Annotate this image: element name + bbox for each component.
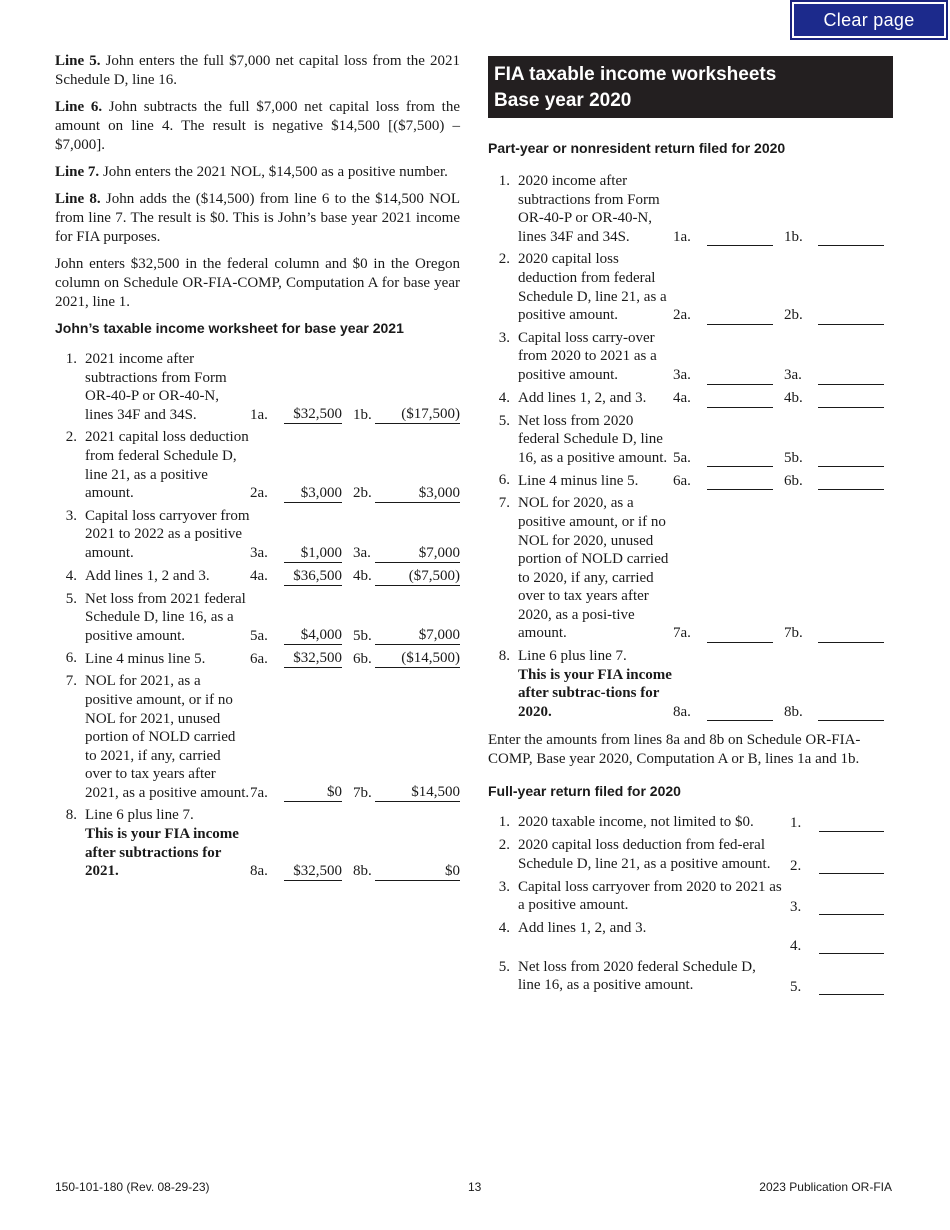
line-number: 5. — [498, 958, 510, 975]
worksheet-row — [488, 250, 893, 328]
worksheet-row — [488, 172, 893, 250]
worksheet-row — [488, 813, 893, 836]
paragraph-lead: Line 5. — [55, 53, 101, 69]
worksheet-row — [488, 878, 893, 919]
oregon-amount-cell — [375, 590, 460, 650]
oregon-label: 4b. — [784, 389, 803, 406]
worksheet-row — [55, 567, 460, 590]
publication-name: 2023 Publication OR-FIA — [759, 1180, 892, 1194]
oregon-amount: ($17,500) — [375, 405, 460, 424]
clear-page-label: Clear page — [794, 4, 944, 36]
amount-input[interactable] — [819, 896, 884, 915]
line-text: NOL for 2021, as a positive amount, or if no NOL for 2021, unused portion of NOLD carried to 2021, if any, carried over to tax years after 2021, as a positive amount. — [85, 673, 250, 801]
paragraph-lead: Line 8. — [55, 191, 101, 207]
oregon-field-cell — [818, 471, 893, 494]
line-description — [518, 389, 673, 412]
oregon-field-cell — [818, 389, 893, 412]
federal-field-cell — [707, 471, 773, 494]
line-text: Line 6 plus line 7. — [85, 807, 194, 824]
line-number: 8. — [65, 807, 77, 824]
oregon-label: 2b. — [353, 485, 372, 502]
oregon-input[interactable] — [818, 306, 884, 325]
line-number: 7. — [65, 673, 77, 690]
oregon-field-cell — [818, 494, 893, 647]
worksheet-row — [55, 590, 460, 650]
oregon-amount-cell — [375, 567, 460, 590]
federal-field-cell — [707, 250, 773, 328]
federal-input[interactable] — [707, 702, 773, 721]
full-year-title: Full-year return filed for 2020 — [488, 783, 681, 800]
worksheet-row — [488, 389, 893, 412]
federal-amount-cell — [284, 428, 342, 506]
federal-label: 6a. — [673, 472, 691, 489]
federal-label: 5a. — [250, 627, 268, 644]
federal-field-cell — [707, 647, 773, 725]
line-number: 7. — [498, 495, 510, 512]
worksheet-row — [55, 649, 460, 672]
line-description: Net loss from 2020 federal Schedule D, line 16, as a positive amount. — [518, 958, 756, 994]
explanation-paragraph — [55, 163, 460, 182]
federal-label: 1a. — [250, 406, 268, 423]
federal-amount-cell — [284, 507, 342, 567]
oregon-amount: $0 — [375, 862, 460, 881]
line-text-bold: This is your FIA income after subtrac-tions for 2020. — [518, 666, 672, 720]
oregon-label: 6b. — [784, 472, 803, 489]
worksheet-row — [488, 329, 893, 389]
oregon-amount-cell — [375, 428, 460, 506]
oregon-amount-cell — [375, 350, 460, 428]
oregon-label: 5b. — [784, 449, 803, 466]
oregon-input[interactable] — [818, 471, 884, 490]
federal-field-cell — [707, 412, 773, 472]
line-description — [518, 329, 673, 389]
line-number: 6. — [65, 650, 77, 667]
federal-input[interactable] — [707, 389, 773, 408]
line-text: 2020 capital loss deduction from federal Schedule D, line 21, as a positive amount. — [518, 251, 667, 324]
line-text: Capital loss carryover from 2021 to 2022 as a positive amount. — [85, 507, 250, 561]
line-description — [518, 471, 673, 494]
explanation-paragraph — [55, 98, 460, 155]
line-text: 2021 capital loss deduction from federal Schedule D, line 21, as a positive amount. — [85, 429, 249, 502]
part-year-worksheet — [488, 172, 893, 725]
line-number: 5. — [65, 590, 77, 607]
worksheet-row — [55, 428, 460, 506]
federal-field-cell — [707, 389, 773, 412]
oregon-input[interactable] — [818, 389, 884, 408]
oregon-field-cell — [818, 172, 893, 250]
oregon-input[interactable] — [818, 448, 884, 467]
federal-label: 1a. — [673, 228, 691, 245]
banner-title: FIA taxable income worksheets — [494, 64, 777, 85]
amount-field-cell — [819, 919, 893, 958]
oregon-amount-cell — [375, 507, 460, 567]
oregon-input[interactable] — [818, 702, 884, 721]
federal-label: 4a. — [673, 389, 691, 406]
oregon-label: 6b. — [353, 650, 372, 667]
federal-input[interactable] — [707, 624, 773, 643]
line-text: Line 4 minus line 5. — [518, 472, 639, 489]
line-text: Line 6 plus line 7. — [518, 648, 627, 665]
line-number: 8. — [498, 648, 510, 665]
paragraph-text: John enters the 2021 NOL, $14,500 as a positive number. — [99, 164, 448, 180]
line-label: 1. — [790, 814, 802, 831]
amount-field-cell — [819, 836, 893, 877]
right-column — [488, 56, 893, 999]
line-text: Capital loss carry-over from 2020 to 2021 as a positive amount. — [518, 329, 657, 383]
worksheet-banner — [488, 56, 893, 118]
federal-field-cell — [707, 172, 773, 250]
line-description: 2020 capital loss deduction from fed-eral Schedule D, line 21, as a positive amount. — [518, 837, 771, 873]
federal-label: 6a. — [250, 650, 268, 667]
line-description — [85, 672, 250, 806]
line-text: 2020 income after subtractions from Form OR-40-P or OR-40-N, lines 34F and 34S. — [518, 173, 660, 245]
oregon-label: 1b. — [784, 228, 803, 245]
worksheet-row — [55, 350, 460, 428]
worksheet-row — [55, 672, 460, 806]
paragraph-lead: Line 6. — [55, 99, 103, 115]
oregon-label: 3a. — [353, 544, 371, 561]
federal-label: 2a. — [250, 485, 268, 502]
line-number: 4. — [498, 389, 510, 406]
federal-label: 2a. — [673, 307, 691, 324]
line-number: 3. — [498, 878, 510, 895]
line-text-bold: This is your FIA income after subtractions for 2021. — [85, 826, 239, 880]
amount-input[interactable] — [819, 855, 884, 874]
oregon-amount: $7,000 — [375, 626, 460, 645]
amount-input[interactable] — [819, 935, 884, 954]
line-label: 4. — [790, 938, 802, 955]
line-text: Line 4 minus line 5. — [85, 650, 206, 667]
oregon-label: 8b. — [353, 863, 372, 880]
federal-input[interactable] — [707, 306, 773, 325]
oregon-field-cell — [818, 250, 893, 328]
oregon-field-cell — [818, 412, 893, 472]
federal-amount: $36,500 — [284, 567, 342, 586]
oregon-label: 1b. — [353, 406, 372, 423]
federal-label: 8a. — [673, 703, 691, 720]
worksheet-row — [488, 836, 893, 877]
federal-input[interactable] — [707, 448, 773, 467]
federal-amount: $32,500 — [284, 405, 342, 424]
line-description — [85, 428, 250, 506]
oregon-label: 8b. — [784, 703, 803, 720]
federal-amount: $32,500 — [284, 649, 342, 668]
line-text: Net loss from 2020 federal Schedule D, line 16, as a positive amount. — [518, 412, 668, 466]
line-description — [85, 590, 250, 650]
worksheet-row — [55, 806, 460, 884]
federal-input[interactable] — [707, 227, 773, 246]
oregon-field-cell — [818, 329, 893, 389]
amount-input[interactable] — [819, 976, 884, 995]
federal-amount-cell — [284, 567, 342, 590]
federal-field-cell — [707, 494, 773, 647]
line-text: Net loss from 2021 federal Schedule D, line 16, as a positive amount. — [85, 590, 246, 644]
full-year-worksheet — [488, 813, 893, 999]
federal-label: 8a. — [250, 863, 268, 880]
worksheet-row — [488, 958, 893, 999]
federal-amount: $1,000 — [284, 544, 342, 563]
amount-input[interactable] — [819, 813, 884, 832]
oregon-label: 7b. — [353, 784, 372, 801]
line-description — [518, 250, 673, 328]
line-description — [518, 647, 673, 725]
oregon-field-cell — [818, 647, 893, 725]
worksheet-row — [55, 507, 460, 567]
line-description — [518, 172, 673, 250]
federal-label: 3a. — [673, 366, 691, 383]
amount-field-cell — [819, 958, 893, 999]
oregon-input[interactable] — [818, 366, 884, 385]
worksheet-2021-table — [55, 350, 460, 885]
oregon-label: 7b. — [784, 625, 803, 642]
federal-input[interactable] — [707, 366, 773, 385]
oregon-label: 4b. — [353, 567, 372, 584]
line-description — [85, 806, 250, 884]
line-text: NOL for 2020, as a positive amount, or if no NOL for 2020, unused portion of NOLD carried to 2020, if any, carried over to tax years after 2020, as a posi-tive amount. — [518, 495, 669, 642]
paragraph-text: John enters $32,500 in the federal column and $0 in the Oregon column on Schedule OR-FIA-COMP, Computation A for base year 2021, line 1. — [55, 256, 460, 310]
paragraph-text: John enters the full $7,000 net capital loss from the 2021 Schedule D, line 16. — [55, 53, 460, 88]
line-description — [518, 412, 673, 472]
line-label: 2. — [790, 858, 802, 875]
oregon-label: 3a. — [784, 366, 802, 383]
line-number: 1. — [498, 814, 510, 831]
line-number: 3. — [498, 329, 510, 346]
explanation-paragraph — [55, 255, 460, 312]
federal-field-cell — [707, 329, 773, 389]
federal-amount-cell — [284, 672, 342, 806]
federal-amount: $32,500 — [284, 862, 342, 881]
left-column — [55, 52, 460, 885]
oregon-amount-cell — [375, 649, 460, 672]
oregon-amount: $14,500 — [375, 783, 460, 802]
line-number: 2. — [498, 837, 510, 854]
worksheet-row — [488, 471, 893, 494]
page-number: 13 — [468, 1180, 482, 1194]
line-label: 5. — [790, 979, 802, 996]
line-description: Capital loss carryover from 2020 to 2021 as a positive amount. — [518, 878, 782, 914]
worksheet-row — [488, 919, 893, 958]
line-description: 2020 taxable income, not limited to $0. — [518, 814, 754, 831]
federal-amount: $0 — [284, 783, 342, 802]
line-number: 4. — [498, 919, 510, 936]
federal-label: 7a. — [673, 625, 691, 642]
oregon-label: 5b. — [353, 627, 372, 644]
paragraph-lead: Line 7. — [55, 164, 100, 180]
oregon-amount: ($7,500) — [375, 567, 460, 586]
oregon-amount: ($14,500) — [375, 649, 460, 668]
amount-field-cell — [819, 813, 893, 836]
line-number: 5. — [498, 412, 510, 429]
line-text: Add lines 1, 2, and 3. — [518, 389, 647, 406]
worksheet-row — [488, 494, 893, 647]
oregon-amount: $7,000 — [375, 544, 460, 563]
federal-amount-cell — [284, 649, 342, 672]
line-number: 1. — [65, 351, 77, 367]
explanation-paragraph — [55, 190, 460, 247]
amount-field-cell — [819, 878, 893, 919]
line-number: 4. — [65, 567, 77, 584]
line-text: 2021 income after subtractions from Form OR-40-P or OR-40-N, lines 34F and 34S. — [85, 351, 227, 423]
federal-amount-cell — [284, 590, 342, 650]
oregon-amount-cell — [375, 806, 460, 884]
federal-label: 4a. — [250, 567, 268, 584]
federal-label: 7a. — [250, 784, 268, 801]
federal-amount-cell — [284, 350, 342, 428]
line-description — [85, 350, 250, 428]
federal-amount: $4,000 — [284, 626, 342, 645]
banner-subtitle: Base year 2020 — [494, 90, 632, 111]
example-paragraphs — [55, 52, 460, 312]
line-description — [85, 507, 250, 567]
line-description — [85, 567, 250, 590]
paragraph-text: John subtracts the full $7,000 net capital loss from the amount on line 4. The result is negative $14,500 [($7,500) – $7,000]. — [55, 99, 460, 153]
part-year-title: Part-year or nonresident return filed for 2020 — [488, 140, 786, 156]
line-number: 3. — [65, 507, 77, 524]
line-description — [85, 649, 250, 672]
line-description — [518, 494, 673, 647]
line-text: Add lines 1, 2 and 3. — [85, 567, 210, 584]
oregon-label: 2b. — [784, 307, 803, 324]
oregon-input[interactable] — [818, 227, 884, 246]
federal-label: 3a. — [250, 544, 268, 561]
federal-label: 5a. — [673, 449, 691, 466]
line-number: 2. — [498, 251, 510, 268]
line-label: 3. — [790, 899, 802, 916]
clear-page-button[interactable] — [790, 0, 948, 40]
worksheet-row — [488, 647, 893, 725]
oregon-amount: $3,000 — [375, 484, 460, 503]
federal-amount-cell — [284, 806, 342, 884]
line-number: 2. — [65, 429, 77, 446]
worksheet-row — [488, 412, 893, 472]
federal-amount: $3,000 — [284, 484, 342, 503]
explanation-paragraph — [55, 52, 460, 90]
enter-instructions: Enter the amounts from lines 8a and 8b on Schedule OR-FIA-COMP, Base year 2020, Computation A or B, lines 1a and 1b. — [488, 732, 861, 768]
paragraph-text: John adds the ($14,500) from line 6 to the $14,500 NOL from line 7. The result is $0. This is John’s base year 2021 income for FIA purposes. — [55, 191, 460, 245]
line-description: Add lines 1, 2, and 3. — [518, 919, 647, 936]
oregon-input[interactable] — [818, 624, 884, 643]
oregon-amount-cell — [375, 672, 460, 806]
line-number: 6. — [498, 472, 510, 489]
federal-input[interactable] — [707, 471, 773, 490]
line-number: 1. — [498, 173, 510, 189]
worksheet-2021-title: John’s taxable income worksheet for base year 2021 — [55, 320, 404, 336]
form-id: 150-101-180 (Rev. 08-29-23) — [55, 1180, 210, 1194]
